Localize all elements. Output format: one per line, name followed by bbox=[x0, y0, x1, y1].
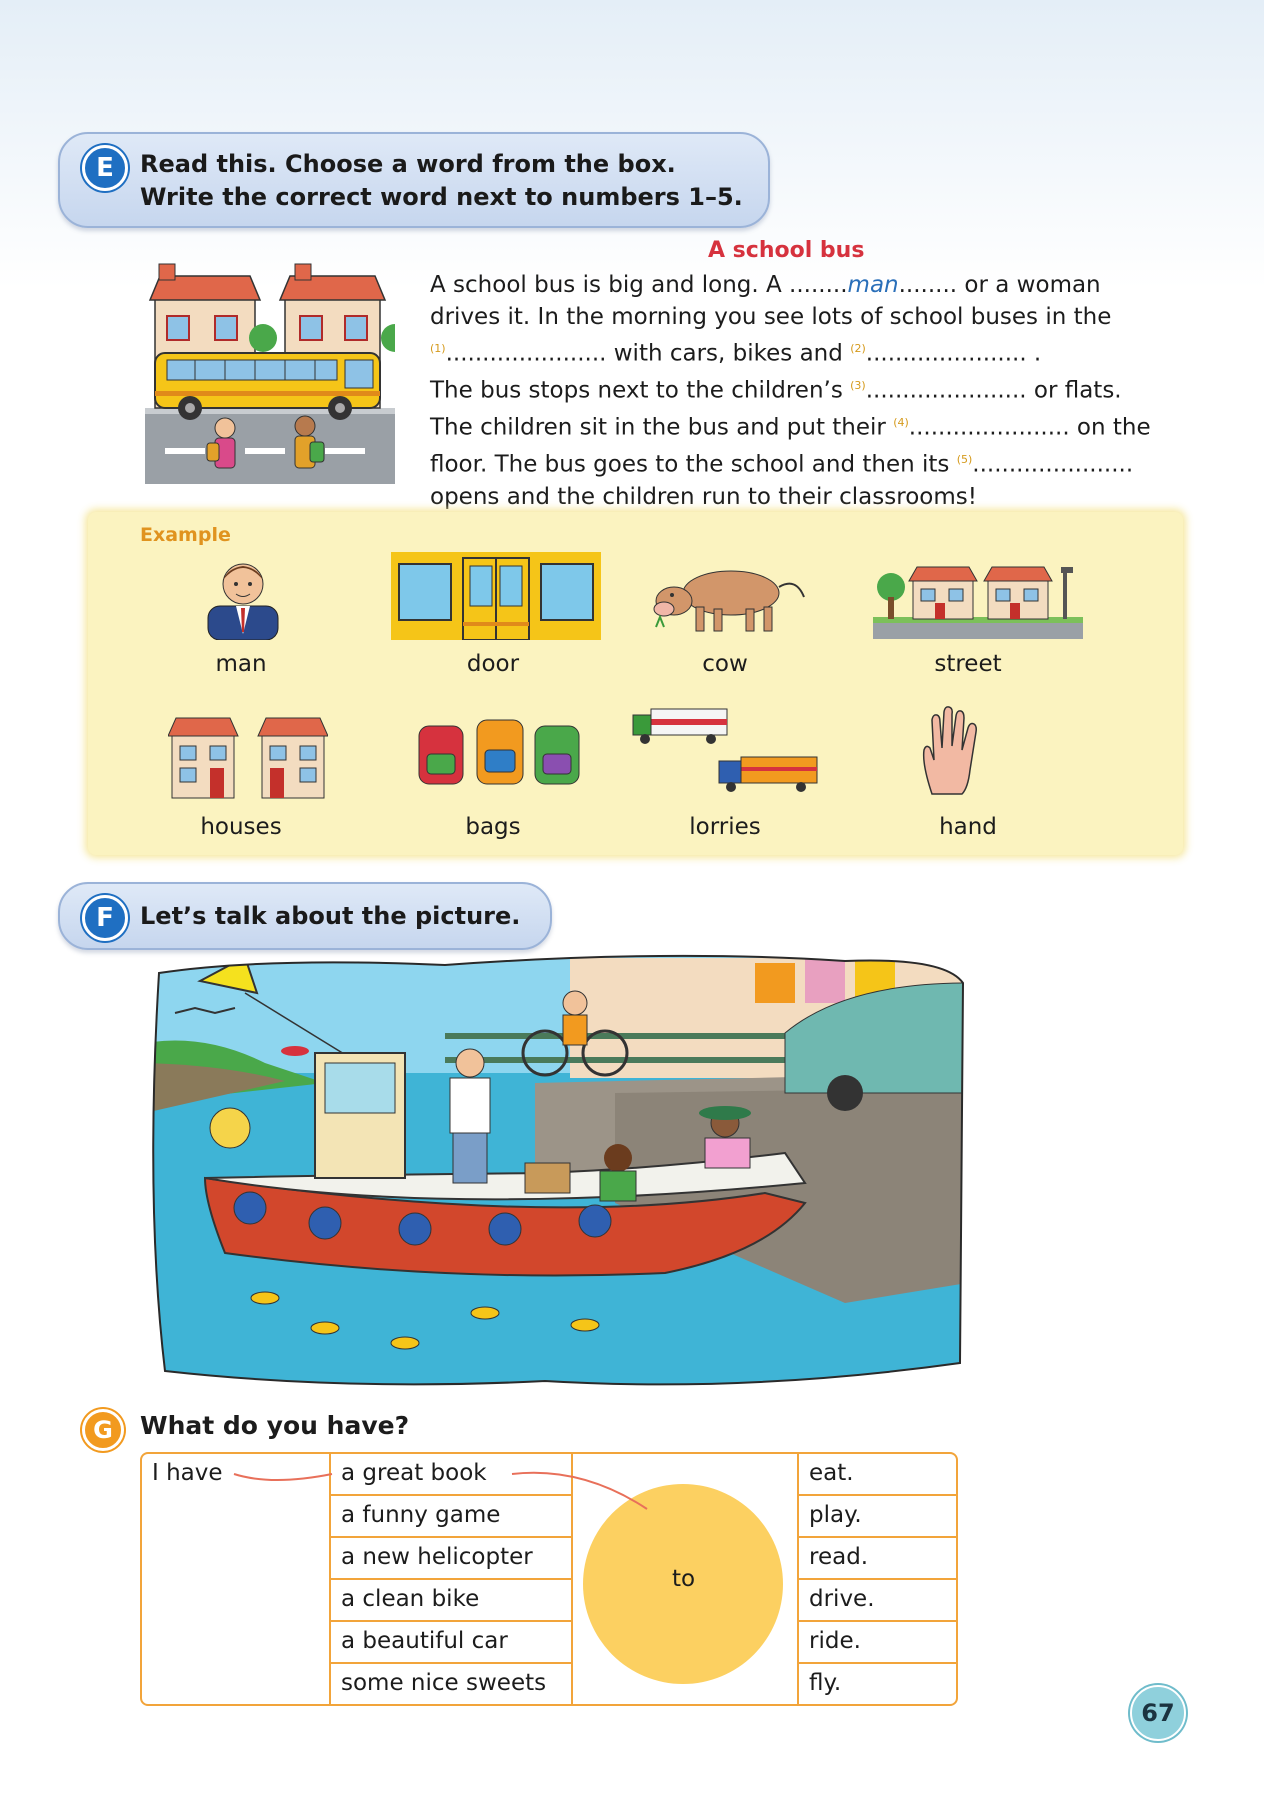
blank-2[interactable]: ...................... bbox=[865, 340, 1027, 367]
example-connecting-lines bbox=[142, 1454, 956, 1704]
section-g-title: What do you have? bbox=[140, 1411, 410, 1440]
man-picture bbox=[198, 554, 288, 640]
blank-1[interactable]: ...................... bbox=[445, 340, 607, 367]
word-box bbox=[88, 512, 1183, 855]
street-picture bbox=[873, 557, 1083, 639]
section-e-instruction bbox=[140, 148, 743, 214]
word-lorries: lorries bbox=[689, 814, 761, 840]
door-picture bbox=[391, 552, 601, 640]
section-f-badge: F bbox=[82, 895, 128, 941]
story-line-4: The bus stops next to the children’s $^{(3)}$...................... or flats. bbox=[430, 377, 1122, 404]
lorries-picture bbox=[631, 705, 821, 795]
story-line-6: floor. The bus goes to the school and then its $^{(5)}$...................... bbox=[430, 452, 1134, 479]
story-line-3: $^{(1)}$...................... with cars, bikes and $^{(2)}$...................... . bbox=[430, 340, 1042, 367]
story-line-2: drives it. In the morning you see lots of school buses in the bbox=[430, 303, 1112, 330]
word-hand: hand bbox=[939, 814, 997, 840]
section-e-badge: E bbox=[82, 145, 128, 191]
connector-word: to bbox=[672, 1566, 696, 1592]
section-f-instruction: Let’s talk about the picture. bbox=[140, 902, 521, 930]
verb-option[interactable]: read. bbox=[809, 1544, 869, 1570]
sentence-table bbox=[140, 1452, 958, 1706]
word-door: door bbox=[466, 651, 520, 677]
blank-5[interactable]: ...................... bbox=[972, 452, 1134, 479]
story-line-5: The children sit in the bus and put their $^{(4)}$...................... on the bbox=[430, 414, 1151, 441]
story-text bbox=[430, 270, 1220, 513]
verb-option[interactable]: ride. bbox=[809, 1628, 861, 1654]
word-man: man bbox=[215, 651, 267, 677]
instruction-line-2: Write the correct word next to numbers 1–5. bbox=[140, 183, 743, 211]
hand-picture bbox=[916, 704, 988, 796]
cow-picture bbox=[646, 557, 811, 637]
object-option[interactable]: a new helicopter bbox=[341, 1544, 533, 1570]
word-houses: houses bbox=[200, 814, 282, 840]
object-option[interactable]: a clean bike bbox=[341, 1586, 480, 1612]
blank-4[interactable]: ...................... bbox=[908, 414, 1070, 441]
object-option[interactable]: a beautiful car bbox=[341, 1628, 508, 1654]
harbour-boat-scene bbox=[145, 953, 967, 1388]
story-title: A school bus bbox=[708, 238, 865, 263]
object-option[interactable]: a funny game bbox=[341, 1502, 501, 1528]
sentence-start: I have bbox=[152, 1460, 223, 1486]
word-street: street bbox=[934, 651, 1002, 677]
houses-picture bbox=[168, 710, 328, 800]
word-bags: bags bbox=[465, 814, 521, 840]
object-option[interactable]: some nice sweets bbox=[341, 1670, 547, 1696]
story-line-1: A school bus is big and long. A ........man........ or a woman bbox=[430, 272, 1101, 298]
example-label: Example bbox=[140, 524, 231, 546]
verb-option[interactable]: play. bbox=[809, 1502, 862, 1528]
instruction-line-1: Read this. Choose a word from the box. bbox=[140, 150, 676, 178]
bags-picture bbox=[415, 712, 585, 790]
story-line-7: opens and the children run to their classrooms! bbox=[430, 483, 977, 510]
object-option[interactable]: a great book bbox=[341, 1460, 487, 1486]
blank-3[interactable]: ...................... bbox=[865, 377, 1027, 404]
section-g-badge: G bbox=[82, 1409, 124, 1451]
example-answer: man bbox=[847, 272, 899, 298]
word-cow: cow bbox=[702, 651, 748, 677]
verb-option[interactable]: drive. bbox=[809, 1586, 875, 1612]
page-number: 67 bbox=[1130, 1685, 1186, 1741]
school-bus-street-illustration bbox=[145, 258, 395, 484]
verb-option[interactable]: eat. bbox=[809, 1460, 854, 1486]
verb-option[interactable]: fly. bbox=[809, 1670, 842, 1696]
